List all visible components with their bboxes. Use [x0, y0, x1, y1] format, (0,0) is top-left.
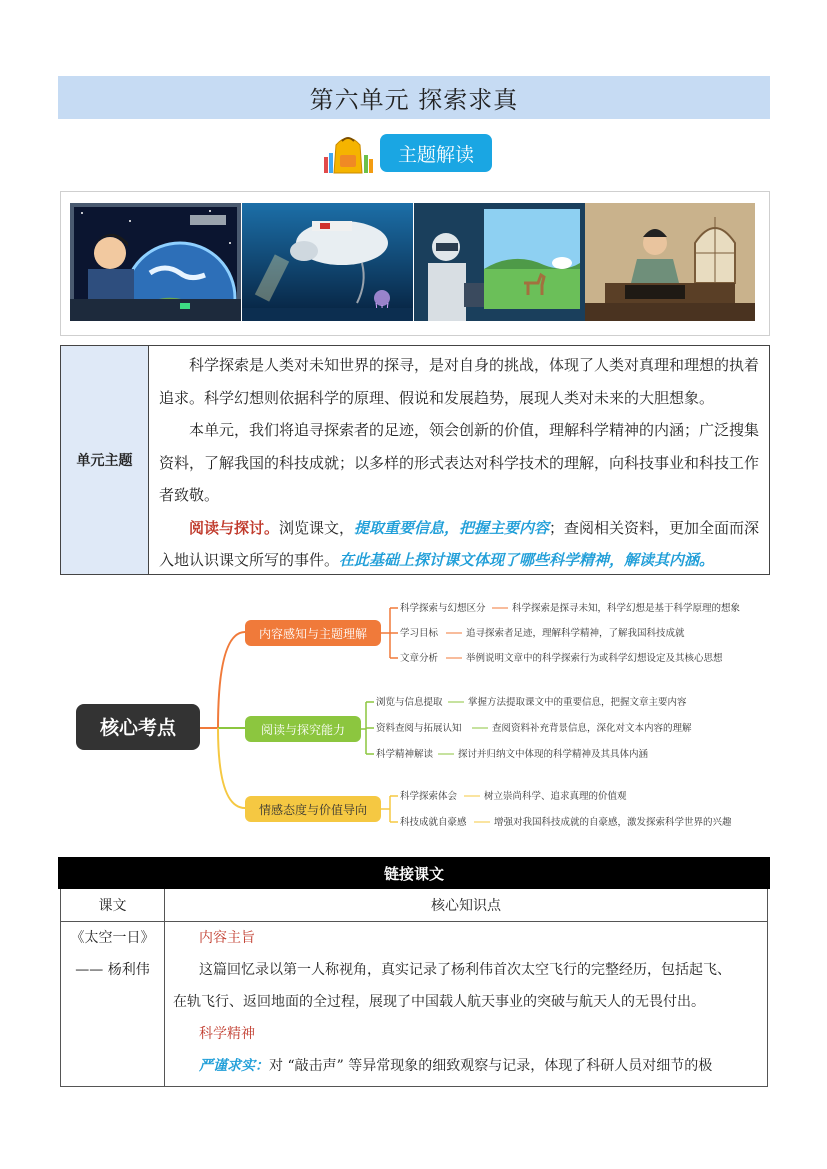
attitude-item-1: 科学探索体会 [400, 791, 458, 802]
text-title: 《太空一日》 [70, 930, 155, 946]
knowledge-cell [173, 922, 759, 1082]
reading-discussion-label: 阅读与探讨。 [189, 518, 280, 537]
unit-theme-label: 单元主题 [61, 346, 149, 574]
reading-item-1-desc: 掌握方法提取课文中的重要信息，把握文章主要内容 [468, 697, 687, 708]
branch-reading-label: 阅读与探究能力 [260, 723, 346, 737]
unit-theme-body [149, 346, 769, 574]
content-item-3: 文章分析 [400, 653, 439, 664]
theme-badge-label: 主题解读 [398, 143, 475, 166]
column-header-knowledge: 核心知识点 [165, 889, 767, 922]
reading-item-2: 资料查阅与拓展认知 [376, 723, 462, 734]
reading-item-3-desc: 探讨并归纳文中体现的科学精神及其具体内涵 [458, 749, 649, 760]
core-points-mindmap [60, 590, 770, 835]
theme-paragraph-2: 本单元，我们将追寻探索者的足迹，领会创新的价值，理解科学精神的内涵；广泛搜集资料，了解我国的科技成就；以多样的形式表达对科学技术的理解，向科技事业和科技工作者致敬。 [159, 421, 760, 504]
attitude-item-1-desc: 树立崇尚科学、追求真理的价值观 [484, 791, 627, 802]
connector-yellow [218, 728, 245, 808]
branch-content-label: 内容感知与主题理解 [258, 627, 368, 641]
content-item-2-desc: 追寻探索者足迹，理解科学精神，了解我国科技成就 [466, 628, 685, 639]
content-item-2: 学习目标 [400, 628, 439, 639]
p3-highlight-1: 提取重要信息，把握主要内容 [354, 518, 550, 537]
section-content-theme-body-1: 这篇回忆录以第一人称视角，真实记录了杨利伟首次太空飞行的完整经历，包括起飞、 [199, 962, 731, 978]
content-item-1: 科学探索与幻想区分 [400, 603, 486, 614]
branch-attitude-label: 情感态度与价值导向 [258, 803, 368, 817]
ancient-printing-image [585, 203, 755, 321]
p3-highlight-2: 在此基础上探讨课文体现了哪些科学精神，解读其内涵。 [339, 551, 715, 569]
text-author: —— 杨利伟 [75, 962, 150, 978]
rigor-label: 严谨求实： [199, 1058, 269, 1074]
section-content-theme-title: 内容主旨 [199, 930, 255, 946]
connector-orange [218, 632, 245, 728]
unit-theme-table [60, 345, 770, 575]
center-node-label: 核心考点 [99, 717, 177, 739]
reading-item-3: 科学精神解读 [376, 749, 434, 760]
theme-paragraph-1: 科学探索是人类对未知世界的探寻，是对自身的挑战，体现了人类对真理和理想的执着追求。科学幻想则依据科学的原理、假说和发展趋势，展现人类对未来的大胆想象。 [159, 356, 760, 407]
section-science-spirit-body [173, 1050, 759, 1082]
attitude-item-2: 科技成就自豪感 [400, 817, 467, 828]
section-content-theme-body-2: 在轨飞行、返回地面的全过程，展现了中国载人航天事业的突破与航天人的无畏付出。 [173, 994, 705, 1010]
text-title-cell [61, 922, 164, 986]
linked-texts-table [58, 857, 770, 1087]
illustration-strip [60, 191, 770, 336]
content-item-3-desc: 举例说明文章中的科学探索行为或科学幻想设定及其核心思想 [466, 653, 723, 664]
linked-texts-header-label: 链接课文 [383, 864, 444, 883]
theme-paragraph-3 [159, 512, 763, 577]
section-science-spirit-title: 科学精神 [199, 1026, 255, 1042]
unit-title [58, 76, 770, 119]
theme-badge [380, 134, 492, 172]
linked-texts-grid [60, 889, 768, 1087]
attitude-item-2-desc: 增强对我国科技成就的自豪感，激发探索科学世界的兴趣 [494, 817, 732, 828]
rigor-text: 对 “敲击声” 等异常现象的细致观察与记录，体现了科研人员对细节的极 [269, 1058, 713, 1074]
p3-text-b: ；查阅相关资料，更加全面而深入地认识课文所写的事件。 [159, 518, 760, 569]
p3-text-a: 浏览课文， [279, 518, 355, 537]
content-item-1-desc: 科学探索是探寻未知，科学幻想是基于科学原理的想象 [512, 603, 741, 614]
linked-texts-header [58, 857, 770, 889]
submersible-image [242, 203, 413, 321]
reading-item-1: 浏览与信息提取 [376, 697, 443, 708]
unit-title-text: 第六单元 探索求真 [309, 86, 519, 114]
column-header-text: 课文 [61, 889, 164, 922]
backpack-icon [320, 131, 376, 175]
reading-item-2-desc: 查阅资料补充背景信息，深化对文本内容的理解 [492, 723, 692, 734]
astronaut-earth-image [70, 203, 241, 321]
vr-meadow-image [414, 203, 585, 321]
theme-badge-group [320, 131, 492, 175]
